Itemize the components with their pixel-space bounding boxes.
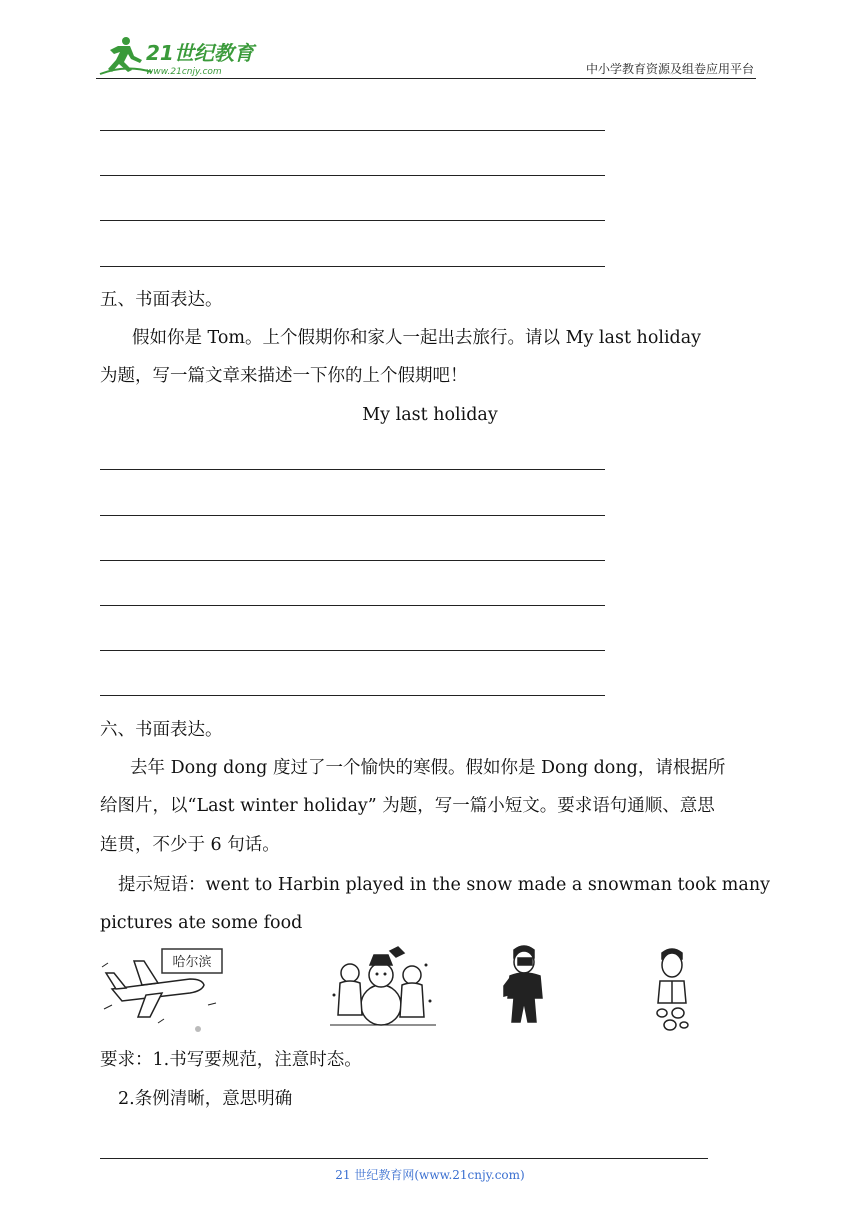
requirement-2: 2.条例清晰，意思明确 — [118, 1089, 293, 1109]
answer-line — [100, 560, 605, 561]
footer-site-text: 21 世纪教育网(www.21cnjy.com) — [335, 1168, 525, 1182]
section6-heading: 六、书面表达。 — [100, 720, 223, 740]
requirement-1: 要求：1.书写要规范，注意时态。 — [100, 1050, 362, 1070]
logo-url-text: www.21cnjy.com — [146, 67, 222, 77]
logo-text: 21世纪教育 — [146, 41, 254, 65]
answer-line — [100, 650, 605, 651]
eating-food-illustration — [648, 945, 698, 1035]
header-divider — [96, 78, 756, 79]
section5-heading: 五、书面表达。 — [100, 290, 223, 310]
section5-prompt-line2: 为题，写一篇文章来描述一下你的上个假期吧！ — [100, 366, 468, 386]
photographer-illustration — [500, 942, 550, 1024]
section6-prompt-line1: 去年 Dong dong 度过了一个愉快的寒假。假如你是 Dong dong，请根据所 — [130, 758, 726, 778]
answer-line — [100, 605, 605, 606]
answer-line — [100, 175, 605, 176]
header-platform-text: 中小学教育资源及组卷应用平台 — [585, 62, 754, 76]
section5-prompt-line1: 假如你是 Tom。上个假期你和家人一起出去旅行。请以 My last holiday — [132, 328, 702, 348]
site-logo — [96, 34, 266, 80]
footer-divider — [100, 1158, 708, 1159]
answer-line — [100, 515, 605, 516]
answer-line — [100, 130, 605, 131]
section5-essay-title: My last holiday — [362, 405, 498, 425]
section6-prompt-line2: 给图片，以“Last winter holiday” 为题，写一篇小短文。要求语句通顺、意思 — [100, 796, 715, 816]
section6-hints-line2: pictures ate some food — [100, 913, 303, 933]
answer-line — [100, 695, 605, 696]
harbin-sign-text: 哈尔滨 — [172, 955, 212, 970]
airplane-harbin-illustration — [98, 945, 228, 1035]
answer-line — [100, 220, 605, 221]
section6-prompt-line3: 连贯，不少于 6 句话。 — [100, 835, 280, 855]
snowman-children-illustration — [326, 945, 441, 1035]
section6-hints-line1: 提示短语：went to Harbin played in the snow made a snowman took many — [118, 875, 770, 895]
answer-line — [100, 266, 605, 267]
answer-line — [100, 469, 605, 470]
